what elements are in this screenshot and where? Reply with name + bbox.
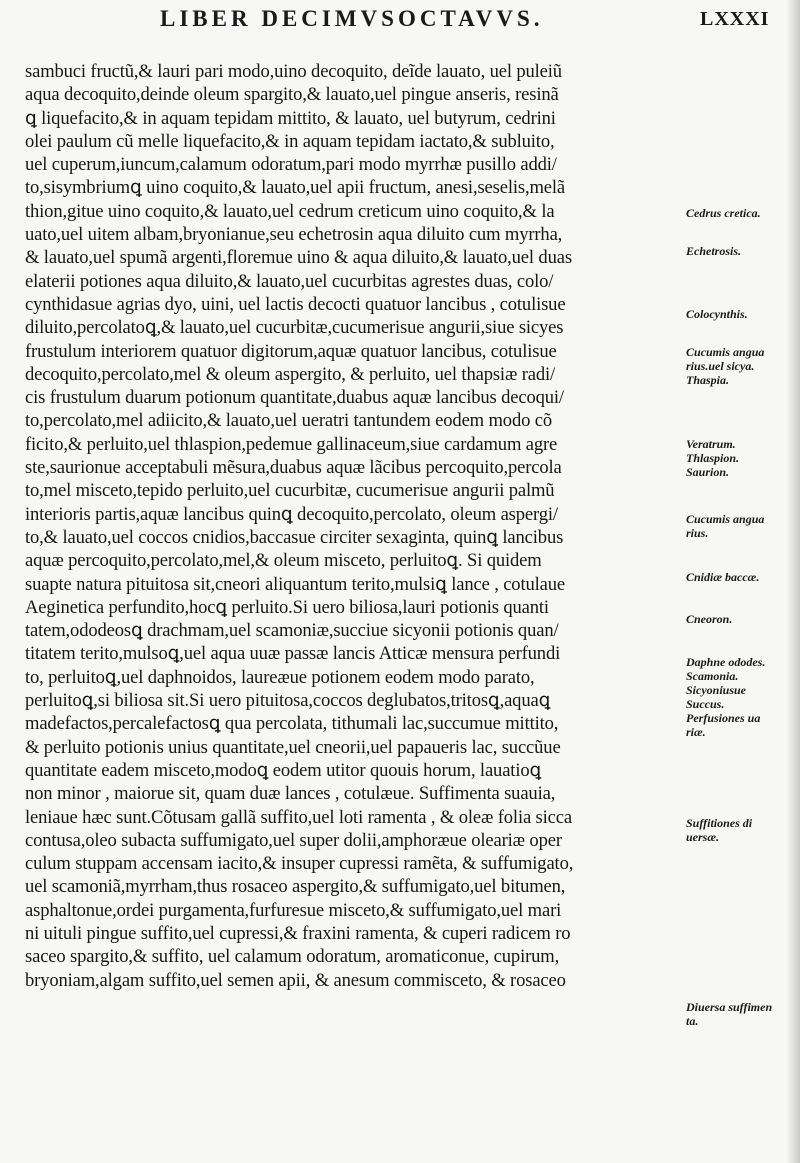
marginal-note [686,206,796,220]
folio-number: LXXXI [700,8,770,30]
running-title: LIBER DECIMVSOCTAVVS. [160,6,544,31]
marginal-note-line: ta. [686,1014,699,1028]
text-line: decoquito,percolato,mel & oleum aspergito, & perluito, uel thapsiæ radi/ [25,363,556,385]
marginal-note-line: Suffitiones di [686,816,753,830]
marginal-note-line: Succus. [686,697,725,711]
marginal-note [686,345,796,387]
text-line: suapte natura pituitosa sit,cneori aliquantum terito,mulsiꝗ lance , cotulaue [25,573,565,595]
marginal-note [686,512,796,540]
text-line: asphaltonue,ordei purgamenta,furfuresue misceto,& suffumigato,uel mari [25,899,562,921]
text-line: titatem terito,mulsoꝗ,uel aqua uuæ passæ lancis Atticæ mensura perfundi [25,643,561,665]
text-line: & lauato,uel spumã argenti,floremue uino & aqua diluito,& lauato,uel duas [25,247,572,269]
text-line: to, perluitoꝗ,uel daphnoidos, laureæue potionem eodem modo parato, [25,666,535,688]
marginal-note-line: Cucumis angua [686,512,765,526]
marginal-note [686,307,796,321]
text-line: interioris partis,aquæ lancibus quinꝗ decoquito,percolato, oleum aspergi/ [25,503,558,525]
marginal-note-line: rius. [686,526,709,540]
marginal-note-line: Veratrum. [686,437,736,451]
marginal-note [686,437,796,479]
text-line: to,& lauato,uel coccos cnidios,baccasue circiter sexaginta, quinꝗ lancibus [25,526,564,548]
text-line: elaterii potiones aqua diluito,& lauato,uel cucurbitas agrestes duas, colo/ [25,270,554,292]
marginal-note [686,1000,796,1028]
marginal-note-line: Scamonia. [686,669,739,683]
text-line: frustulum interiorem quatuor digitorum,aquæ quatuor lancibus, cotulisue [25,340,557,362]
text-line: to,sisymbriumꝗ uino coquito,& lauato,uel apii fructum, anesi,seselis,melã [25,177,565,199]
marginal-note-line: Cedrus cretica. [686,206,761,220]
marginal-note [686,570,796,584]
marginal-note-line: Diuersa suffimen [686,1000,773,1014]
text-line: uel scamoniã,myrrham,thus rosaceo aspergito,& suffumigato,uel bitumen, [25,876,566,898]
marginal-note-line: Cneoron. [686,612,733,626]
marginal-note-line: rius.uel sicya. [686,359,755,373]
text-line: cis frustulum duarum potionum quantitate,duabus aquæ lancibus decoqui/ [25,387,564,409]
marginal-note-line: Thaspia. [686,373,730,387]
text-line: cynthidasue agrias dyo, uini, uel lactis decocti quatuor lancibus , cotulisue [25,293,566,315]
text-line: tatem,ododeosꝗ drachmam,uel scamoniæ,succiue sicyonii potionis quan/ [25,620,559,642]
marginal-note-line: Cnidiæ baccæ. [686,570,760,584]
text-line: ste,saurionue acceptabuli mẽsura,duabus aquæ lãcibus percoquito,percola [25,457,562,479]
text-line: uato,uel uitem albam,bryonianue,seu echetrosin aqua diluito cum myrrha, [25,224,563,246]
marginal-note-line: uersæ. [686,830,720,844]
text-line: to,mel misceto,tepido perluito,uel cucurbitæ, cucumerisue angurii palmũ [25,480,555,502]
text-line: aqua decoquito,deinde oleum spargito,& lauato,uel pingue anseris, resinã [25,84,559,106]
text-line: thion,gitue uino coquito,& lauato,uel cedrum creticum uino coquito,& la [25,200,555,222]
text-line: uel cuperum,iuncum,calamum odoratum,pari modo myrrhæ pusillo addi/ [25,154,557,176]
text-line: ni uituli pingue suffito,uel cupressi,& fraxini ramenta, & cuperi radicem ro [25,922,571,944]
text-line: diluito,percolatoꝗ,& lauato,uel cucurbitæ,cucumerisue angurii,siue sicyes [25,317,564,339]
text-line: ficito,& perluito,uel thlaspion,pedemue gallinaceum,siue cardamum agre [25,433,558,455]
text-line: bryoniam,algam suffito,uel semen apii, & anesum commisceto, & rosaceo [25,969,566,991]
text-line: perluitoꝗ,si biliosa sit.Si uero pituitosa,coccos deglubatos,tritosꝗ,aquaꝗ [25,690,551,712]
marginal-note-line: Cucumis angua [686,345,765,359]
marginal-note-line: Perfusiones ua [686,711,761,725]
text-line: non minor , maiorue sit, quam duæ lances , cotulæue. Suffimenta suauia, [25,783,556,805]
body-text [25,60,675,992]
text-line: olei paulum cũ melle liquefacito,& in aquam tepidam iactato,& subluito, [25,130,555,152]
marginal-note-line: Daphne ododes. [686,655,766,669]
text-line: culum stuppam accensam iacito,& insuper cupressi ramẽta, & suffumigato, [25,853,574,875]
marginal-note [686,612,796,626]
marginal-note-line: Echetrosis. [686,244,742,258]
marginal-note-line: riæ. [686,725,706,739]
marginal-note [686,244,796,258]
text-line: sambuci fructũ,& lauri pari modo,uino decoquito, deĩde lauato, uel puleiũ [25,61,562,82]
text-line: to,percolato,mel adiicito,& lauato,uel ueratri tantundem eodem modo cõ [25,410,552,432]
text-line: Aeginetica perfundito,hocꝗ perluito.Si uero biliosa,lauri potionis quanti [25,596,549,618]
text-line: madefactos,percalefactosꝗ qua percolata, tithumali lac,succumue mittito, [25,713,559,735]
marginal-note [686,655,796,739]
marginal-note-line: Saurion. [686,465,730,479]
text-line: & perluito potionis unius quantitate,uel cneorii,uel papaueris lac, succũue [25,736,561,758]
text-line: contusa,oleo subacta suffumigato,uel super dolii,amphoræue oleariæ oper [25,829,562,851]
marginal-note-line: Sicyoniusue [686,683,747,697]
text-line: leniaue hæc sunt.Cõtusam gallã suffito,uel loti ramenta , & oleæ folia sicca [25,806,572,828]
text-line: quantitate eadem misceto,modoꝗ eodem utitor quouis horum, lauatioꝗ [25,759,542,781]
marginal-note-line: Colocynthis. [686,307,748,321]
marginal-note [686,816,796,844]
text-line: saceo spargito,& suffito, uel calamum odoratum, aromaticonue, cupirum, [25,946,560,968]
marginal-note-line: Thlaspion. [686,451,740,465]
text-line: aquæ percoquito,percolato,mel,& oleum misceto, perluitoꝗ. Si quidem [25,550,542,572]
text-line: ꝗ liquefacito,& in aquam tepidam mittito, & lauato, uel butyrum, cedrini [25,107,556,129]
